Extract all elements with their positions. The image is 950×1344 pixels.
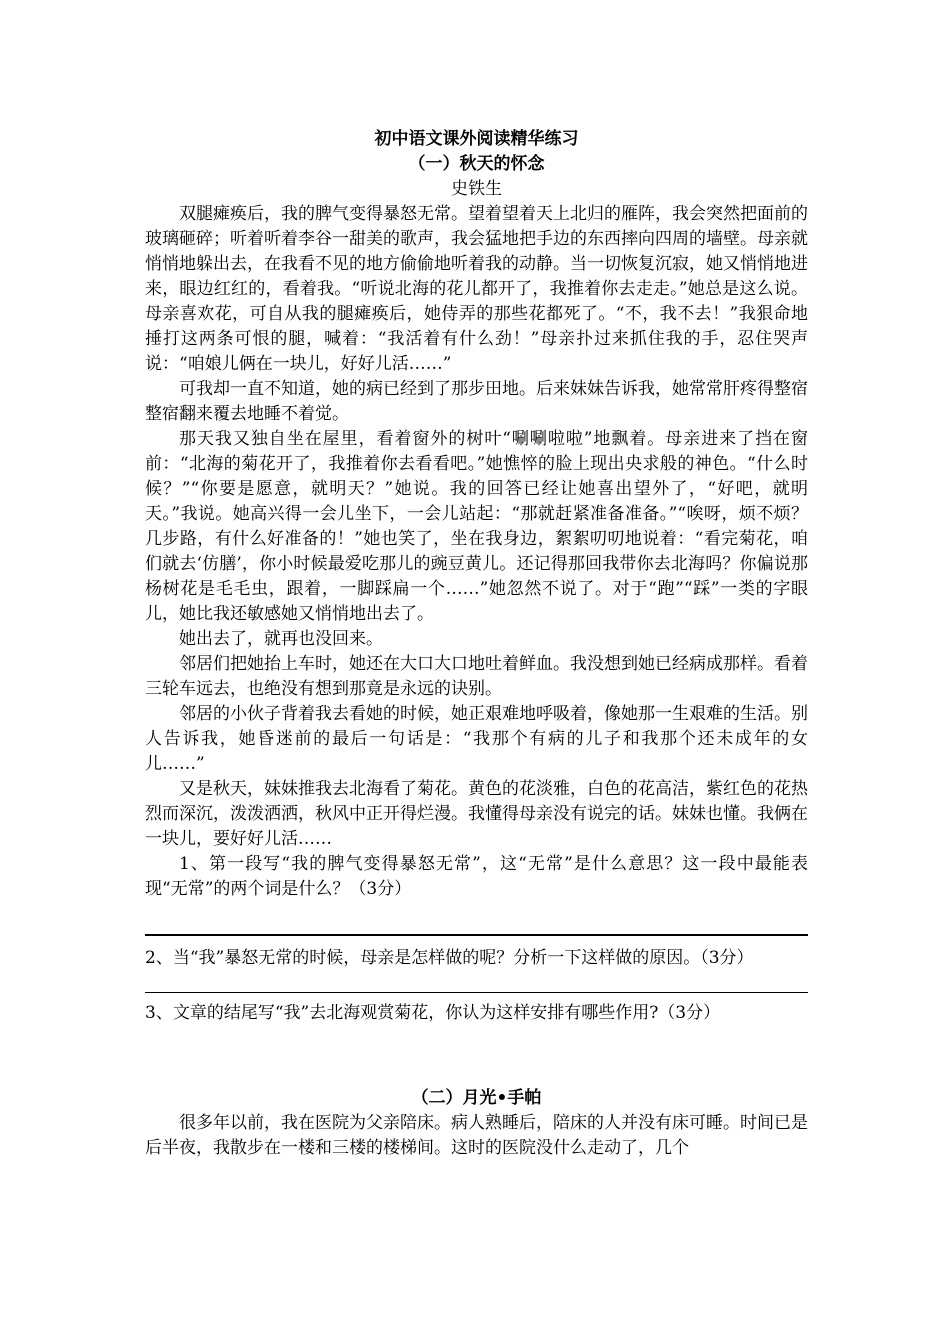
paragraph: 那天我又独自坐在屋里，看着窗外的树叶“唰唰啦啦”地飘着。母亲进来了挡在窗前：“北海的菊花开了，我推着你去看看吧。”她憔悴的脸上现出央求般的神色。“什么时候？”“你要是愿意，就明天？”她说。我的回答已经让她喜出望外了，“好吧，就明天。”我说。她高兴得一会儿坐下，一会儿站起：“那就赶紧准备准备。”“唉呀，烦不烦？几步路，有什么好准备的！”她也笑了，坐在我身边，絮絮叨叨地说着：“看完菊花，咱们就去‘仿膳’，你小时候最爱吃那儿的豌豆黄儿。还记得那回我带你去北海吗？你偏说那杨树花是毛毛虫，跟着，一脚踩扁一个……”她忽然不说了。对于“跑”“踩”一类的字眼儿，她比我还敏感她又悄悄地出去了。 [145,429,808,624]
question-3: 3、文章的结尾写“我”去北海观赏菊花，你认为这样安排有哪些作用?（3分） [145,1003,721,1023]
question-1: 1、第一段写“我的脾气变得暴怒无常”，这“无常”是什么意思？这一段中最能表现“无常”的两个词是什么？（3分） [145,854,808,899]
paragraph: 双腿瘫痪后，我的脾气变得暴怒无常。望着望着天上北归的雁阵，我会突然把面前的玻璃砸碎；听着听着李谷一甜美的歌声，我会猛地把手边的东西摔向四周的墙壁。母亲就悄悄地躲出去，在我看不见的地方偷偷地听着我的动静。当一切恢复沉寂，她又悄悄地进来，眼边红红的，看着我。“听说北海的花儿都开了，我推着你去走走。”她总是这么说。母亲喜欢花，可自从我的腿瘫痪后，她侍弄的那些花都死了。“不，我不去！”我狠命地捶打这两条可恨的腿，喊着：“我活着有什么劲！”母亲扑过来抓住我的手，忍住哭声说：“咱娘儿俩在一块儿，好好儿活……” [145,204,808,374]
paragraph: 邻居的小伙子背着我去看她的时候，她正艰难地呼吸着，像她那一生艰难的生活。别人告诉我，她昏迷前的最后一句话是：“我那个有病的儿子和我那个还未成年的女儿……” [145,704,808,774]
paragraph: 又是秋天，妹妹推我去北海看了菊花。黄色的花淡雅，白色的花高洁，紫红色的花热烈而深沉，泼泼洒洒，秋风中正开得烂漫。我懂得母亲没有说完的话。妹妹也懂。我俩在一块儿，要好好儿活…… [145,779,808,849]
section1-author: 史铁生 [451,179,502,199]
question-2: 2、当“我”暴怒无常的时候，母亲是怎样做的呢？分析一下这样做的原因。（3分） [145,948,754,968]
document-title: 初中语文课外阅读精华练习 [374,129,579,149]
paragraph: 很多年以前，我在医院为父亲陪床。病人熟睡后，陪床的人并没有床可睡。时间已是后半夜，我散步在一楼和三楼的楼梯间。这时的医院没什么走动了，几个 [145,1113,808,1158]
section2-heading: （二）月光•手帕 [411,1088,542,1108]
paragraph: 她出去了，就再也没回来。 [179,629,383,649]
paragraph: 邻居们把她抬上车时，她还在大口大口地吐着鲜血。我没想到她已经病成那样。看着三轮车远去，也绝没有想到那竟是永远的诀别。 [145,654,808,699]
paragraph: 可我却一直不知道，她的病已经到了那步田地。后来妹妹告诉我，她常常肝疼得整宿整宿翻来覆去地睡不着觉。 [145,379,808,424]
document-content [145,127,808,1161]
section1-heading: （一）秋天的怀念 [408,154,545,174]
